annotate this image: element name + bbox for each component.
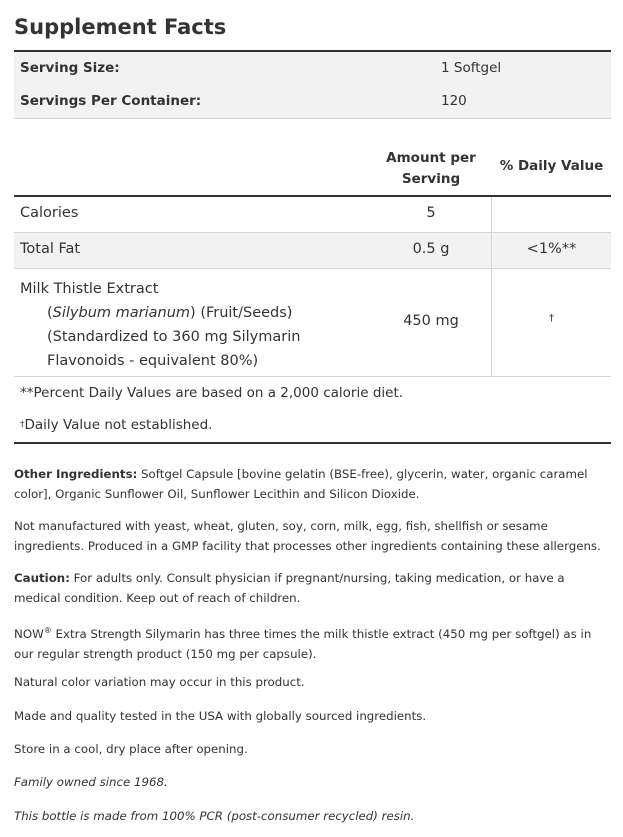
serving-size-label: Serving Size: — [20, 60, 120, 76]
amount-per-serving-header — [381, 148, 481, 190]
caution-label: Caution: — [14, 571, 70, 585]
bottom-rule — [14, 442, 611, 444]
servings-per-container-row — [14, 85, 611, 119]
family-owned-note: Family owned since 1968. — [14, 775, 168, 789]
latin-name: Silybum marianum — [52, 305, 191, 321]
servings-per-container-value: 120 — [441, 93, 467, 109]
nutrient-dv: <1%** — [526, 241, 577, 257]
daily-value-header: % Daily Value — [499, 158, 604, 174]
milk-thistle-description — [20, 277, 300, 373]
serving-size-row — [14, 52, 611, 86]
allergen-statement: Not manufactured with yeast, wheat, gluten, soy, corn, milk, egg, fish, shellfish or sesame ingredients. Produced in a GMP facility that processes other ingredients containing these allergens. — [14, 519, 601, 553]
dagger-symbol: † — [20, 420, 25, 430]
amount-header-line2: Serving — [401, 171, 461, 187]
nutrient-amount: 450 mg — [403, 313, 459, 329]
nutrient-amount: 5 — [426, 205, 436, 221]
other-ingredients: Other Ingredients: Softgel Capsule [bovine gelatin (BSE-free), glycerin, water, organic caramel color], Organic Sunflower Oil, Sunflower Lecithin and Silicon Dioxide. — [14, 467, 588, 501]
nutrient-row-calories — [14, 197, 611, 233]
other-ingredients-label: Other Ingredients: — [14, 467, 138, 481]
nutrient-amount: 0.5 g — [412, 241, 450, 257]
made-in-usa-note: Made and quality tested in the USA with globally sourced ingredients. — [14, 709, 427, 723]
color-variation-note: Natural color variation may occur in this product. — [14, 675, 305, 689]
dagger-note-text: Daily Value not established. — [24, 417, 213, 433]
bottle-recycled-note: This bottle is made from 100% PCR (post-consumer recycled) resin. — [14, 809, 415, 823]
nutrient-row-total-fat — [14, 233, 611, 269]
serving-size-value: 1 Softgel — [441, 60, 502, 76]
caution-statement: Caution: For adults only. Consult physician if pregnant/nursing, taking medication, or have a medical condition. Keep out of reach of children. — [14, 571, 565, 605]
page-title: Supplement Facts — [14, 15, 227, 39]
milk-thistle-flavonoids: Flavonoids - equivalent 80%) — [47, 353, 259, 369]
milk-thistle-source: (Silybum marianum) (Fruit/Seeds) — [47, 305, 293, 321]
storage-note: Store in a cool, dry place after opening. — [14, 742, 248, 756]
nutrient-row-milk-thistle — [14, 269, 611, 377]
dagger-footnote — [20, 417, 212, 433]
nutrient-name: Total Fat — [20, 241, 81, 257]
nutrient-name: Milk Thistle Extract — [20, 281, 159, 297]
amount-header-line1: Amount per — [386, 150, 476, 166]
milk-thistle-standardization: (Standardized to 360 mg Silymarin — [47, 329, 301, 345]
servings-per-container-label: Servings Per Container: — [20, 93, 202, 109]
nutrient-dv: † — [549, 313, 554, 324]
registered-mark: ® — [43, 626, 52, 635]
percent-daily-value-footnote: **Percent Daily Values are based on a 2,000 calorie diet. — [20, 385, 404, 401]
column-divider — [491, 197, 492, 232]
nutrient-name: Calories — [20, 205, 79, 221]
product-comparison: NOW® Extra Strength Silymarin has three times the milk thistle extract (450 mg per softgel) as in our regular strength product (150 mg per capsule). — [14, 626, 592, 661]
